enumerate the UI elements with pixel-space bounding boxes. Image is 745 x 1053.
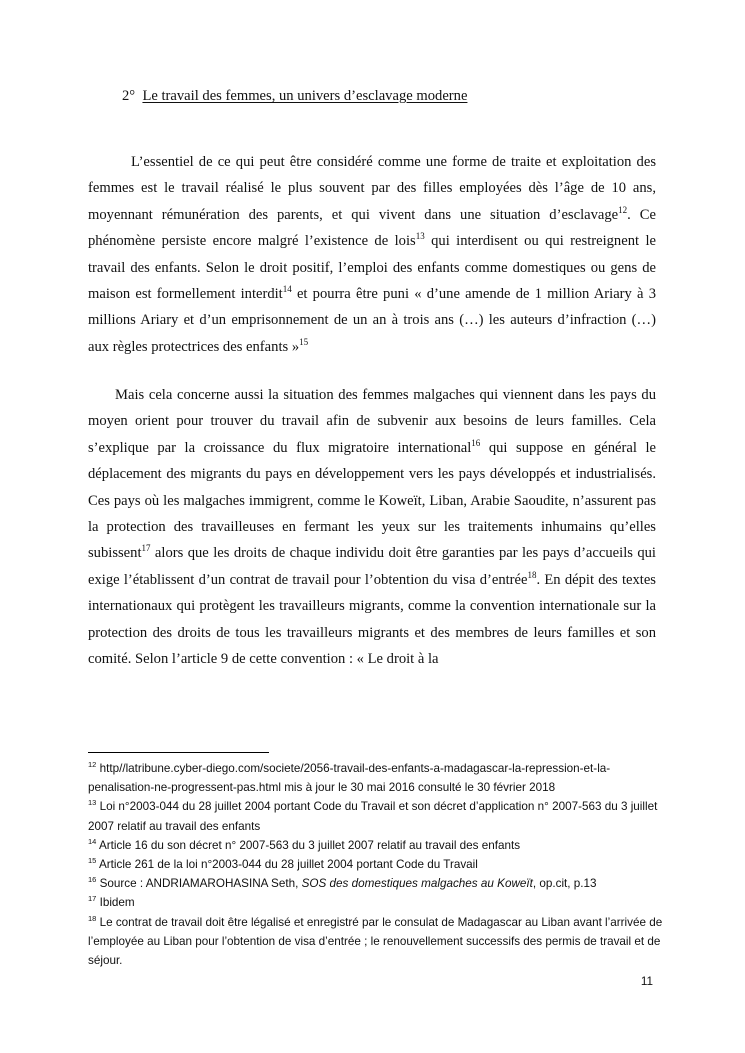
footnote-text: , op.cit, p.13 [532, 877, 597, 891]
paragraph-2 [88, 382, 656, 672]
footnotes [88, 759, 663, 970]
footnote-number: 12 [88, 760, 97, 769]
paragraph-text: qui interdisent ou qui restreignent le travail des enfants. Selon le droit positif, l’emploi des enfants comme domestiques ou gens de maison est formellement interdit [88, 233, 656, 303]
footnote-14 [88, 836, 663, 855]
footnote-ref-15[interactable]: 15 [299, 336, 309, 347]
section-number: 2° [122, 88, 136, 104]
section-heading [122, 88, 467, 105]
footnote-number: 16 [88, 875, 97, 885]
footnote-text: Article 16 du son décret n° 2007-563 du 3 juillet 2007 relatif au travail des enfants [96, 838, 521, 852]
paragraph-1 [88, 149, 656, 360]
footnote-ref-13[interactable]: 13 [415, 231, 425, 242]
footnote-text: Le contrat de travail doit être légalisé et enregistré par le consulat de Madagascar au Liban avant l’arrivée de l’employée au Liban pour l’obtention de visa d’entrée ; le renouvellement successifs des permis de travail et de séjour. [88, 915, 663, 968]
footnote-number: 13 [88, 798, 97, 808]
paragraph-text: et pourra être puni « d’une amende de 1 million Ariary à 3 millions Ariary et d’un emprisonnement de un an à trois ans (…) les auteurs d’infraction (…) aux règles protectrices des enfants » [88, 286, 657, 355]
footnote-book-title: SOS des domestiques malgaches au Koweït [301, 877, 533, 891]
paragraph-text: . En dépit des textes internationaux qui protègent les travailleurs migrants, comme la convention internationale sur la protection des droits de tous les travailleurs migrants et des membres de leurs familles et son comité. Selon l’article 9 de cette convention : « Le droit à la [88, 571, 656, 668]
paragraph-text: alors que les droits de chaque individu doit être garanties par les pays d’accueils qui exige l’établissent d’un contrat de travail pour l’obtention du visa d’entrée [88, 545, 656, 588]
footnote-16 [88, 874, 663, 893]
footnote-text: Article 261 de la loi n°2003-044 du 28 juillet 2004 portant Code du Travail [96, 858, 478, 872]
paragraph-text: . Ce phénomène persiste encore malgré l’existence de lois [88, 206, 656, 250]
footnote-13 [88, 797, 663, 835]
footnote-15 [88, 855, 663, 874]
footnote-ref-14[interactable]: 14 [282, 284, 292, 295]
footnote-text: http//latribune.cyber-diego.com/societe/2056-travail-des-enfants-a-madagascar-la-repression-et-la-penalisation-ne-progressent-pas.html mis à jour le 30 mai 2016 consulté le 30 février 2018 [88, 762, 611, 795]
footnote-ref-16[interactable]: 16 [471, 437, 481, 448]
footnote-number: 18 [88, 913, 97, 923]
footnote-number: 17 [88, 894, 97, 904]
footnote-17 [88, 893, 663, 912]
section-title: Le travail des femmes, un univers d’esclavage moderne [142, 88, 468, 104]
footnote-ref-18[interactable]: 18 [527, 569, 537, 580]
footnote-text: Source : ANDRIAMAROHASINA Seth, [96, 877, 302, 891]
footnote-separator [88, 752, 269, 753]
footnote-ref-12[interactable]: 12 [618, 204, 628, 215]
footnote-number: 14 [88, 836, 97, 846]
footnote-18 [88, 913, 663, 971]
paragraph-text: qui suppose en général le déplacement des migrants du pays en développement vers les pays développés et industrialisés. Ces pays où les malgaches immigrent, comme le Koweït, Liban, Arabie Saoudite, n’assurent pas la protection des travailleuses en fermant les yeux sur les traitements inhumains qu’elles subissent [88, 439, 656, 562]
paragraph-text: L’essentiel de ce qui peut être considéré comme une forme de traite et exploitation des femmes est le travail réalisé le plus souvent par des filles employées dès l’âge de 10 ans, moyennant rémunération des parents, et qui vivent dans une situation d’esclavage [88, 154, 656, 223]
page-number: 11 [640, 975, 653, 988]
footnote-number: 15 [88, 856, 97, 866]
footnote-text: Loi n°2003-044 du 28 juillet 2004 portant Code du Travail et son décret d’application n° 2007-563 du 3 juillet 2007 relatif au travail des enfants [88, 800, 658, 833]
paragraph-text: Mais cela concerne aussi la situation des femmes malgaches qui viennent dans les pays du moyen orient pour trouver du travail afin de subvenir aux besoins de leurs familles. Cela s’explique par la croissance du flux migratoire international [88, 387, 656, 456]
footnote-text: Ibidem [96, 896, 135, 910]
footnote-12 [88, 759, 663, 797]
footnote-ref-17[interactable]: 17 [141, 543, 151, 554]
